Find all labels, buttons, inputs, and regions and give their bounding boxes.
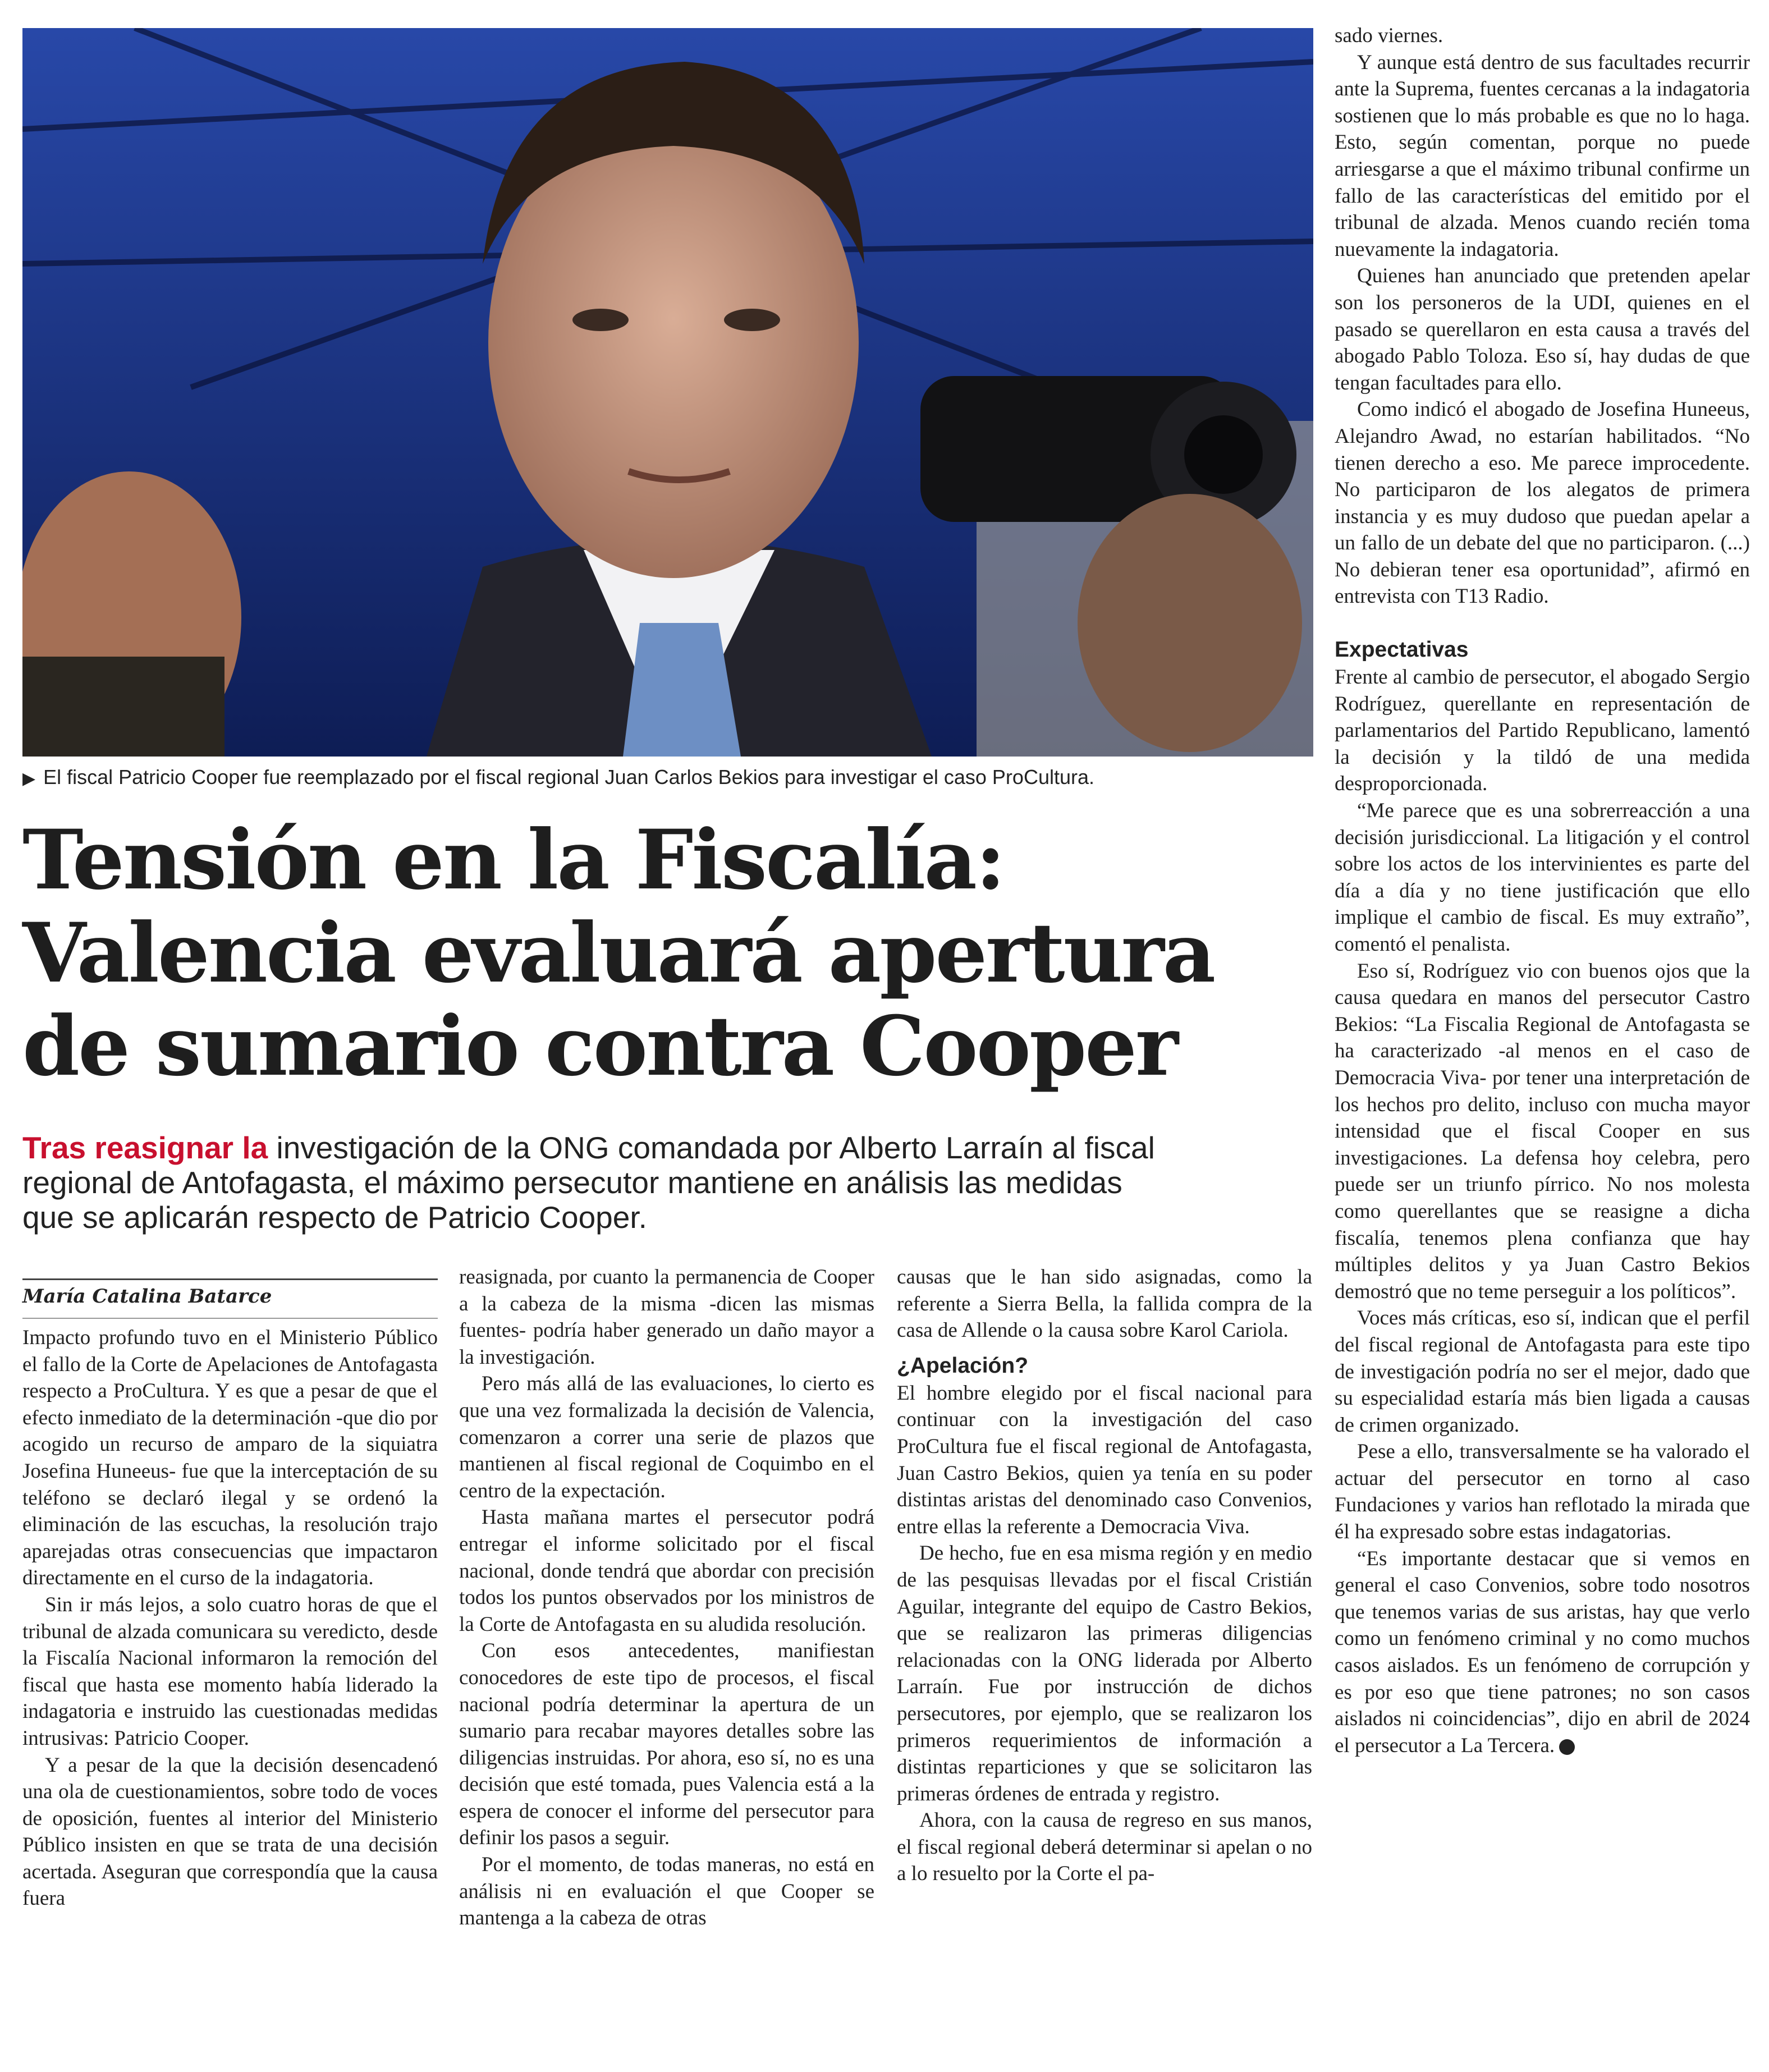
paragraph: sado viernes. bbox=[1335, 24, 1443, 47]
article-column-1 bbox=[22, 1324, 438, 2054]
article-photo bbox=[22, 28, 1313, 757]
photo-caption bbox=[22, 765, 1313, 789]
paragraph-final bbox=[1335, 1546, 1750, 1759]
article-column-3 bbox=[897, 1264, 1312, 2061]
lede-line bbox=[22, 1130, 1325, 1165]
lede bbox=[22, 1130, 1325, 1235]
paragraph: Eso sí, Rodríguez vio con buenos ojos que la causa quedara en manos del persecutor Castro Bekios: “La Fiscalia Regional de Antofagasta se ha caracterizado -al menos en el caso de Democracia Viva- por tener una interpretación de los hechos pro delito, incluso con mucha mayor intensidad que el fiscal Cooper en sus investigaciones. La defensa hoy celebra, pero puede ser un triunfo pírrico. No nos molesta como querellantes que se reasigne a dicha fiscalía, tenemos plena confianza que hay múltiples delitos y ya Juan Castro Bekios demostró que no teme perseguir a los políticos”. bbox=[1335, 959, 1750, 1303]
headline bbox=[22, 814, 1325, 1093]
lede-kicker: Tras reasignar la bbox=[22, 1130, 268, 1165]
paragraph: Y a pesar de la que la decisión desencadenó una ola de cuestionamientos, sobre todo de voces de oposición, fuentes al interior del Ministerio Público insisten en que se trata de una decisión acertada. Aseguran que correspondía que la causa fuera bbox=[22, 1753, 438, 1910]
headline-line: Tensión en la Fiscalía: bbox=[22, 812, 1004, 908]
video-camera bbox=[920, 376, 1296, 528]
article-column-4 bbox=[1335, 22, 1750, 2065]
caption-text: El fiscal Patricio Cooper fue reemplazado por el fiscal regional Juan Carlos Bekios para investigar el caso ProCultura. bbox=[43, 765, 1094, 789]
paragraph: Voces más críticas, eso sí, indican que el perfil del fiscal regional de Antofagasta para este tipo de investigación podría no ser el mejor, dado que su especialidad estaría más bien ligada a causas de crimen organizado. bbox=[1335, 1307, 1750, 1437]
paragraph: Sin ir más lejos, a solo cuatro horas de que el tribunal de alzada comunicara su veredicto, desde la Fiscalía Nacional informaron la remoción del fiscal que hasta ese momento había liderado la indagatoria e instruido las cuestionadas medidas intrusivas: Patricio Cooper. bbox=[22, 1593, 438, 1750]
paragraph: reasignada, por cuanto la permanencia de Cooper a la cabeza de la misma -dicen las mismas fuentes- podría haber generado un daño mayor a la investigación. bbox=[459, 1266, 874, 1369]
paragraph: Por el momento, de todas maneras, no está en análisis ni en evaluación el que Cooper se mantenga a la cabeza de otras bbox=[459, 1853, 874, 1930]
byline-rule bbox=[22, 1318, 438, 1319]
paragraph: Como indicó el abogado de Josefina Huneeus, Alejandro Awad, no estarían habilitados. “No tienen derecho a eso. Me parece improcedente. No participaron de los alegatos de primera instancia y es muy dudoso que puedan apelar a un fallo de un debate del que no participaron. (...) No debieran tener esa oportunidad”, afirmó en entrevista con T13 Radio. bbox=[1335, 398, 1750, 608]
lede-text: investigación de la ONG comandada por Alberto Larraín al fiscal bbox=[268, 1130, 1155, 1165]
subhead-expectativas: Expectativas bbox=[1335, 638, 1469, 662]
paragraph: Y aunque está dentro de sus facultades recurrir ante la Suprema, fuentes cercanas a la indagatoria sostienen que lo más probable es que no lo haga. Esto, según comentan, porque no puede arriesgarse a que el máximo tribunal confirme un fallo de las características del emitido por el tribunal de alzada. Menos cuando recién toma nuevamente la indagatoria. bbox=[1335, 51, 1750, 261]
paragraph: Quienes han anunciado que pretenden apelar son los personeros de la UDI, quienes en el pasado se querellaron en esta causa a través del abogado Pablo Toloza. Eso sí, hay dudas de que tengan facultades para ello. bbox=[1335, 264, 1750, 395]
lede-line: regional de Antofagasta, el máximo persecutor mantiene en análisis las medidas bbox=[22, 1165, 1122, 1200]
end-mark-icon bbox=[1559, 1739, 1575, 1755]
paragraph-text: “Es importante destacar que si vemos en general el caso Convenios, sobre todo nosotros que tenemos varias de sus aristas, hay que verlo como un fenómeno criminal y no como muchos casos aislados. Es un fenómeno de corrupción y es por eso que tiene patrones; no son casos aislados ni coincidencias”, dijo en abril de 2024 el persecutor a La Tercera. bbox=[1335, 1547, 1750, 1757]
paragraph: causas que le han sido asignadas, como la referente a Sierra Bella, la fallida compra de la casa de Allende o la causa sobre Karol Cariola. bbox=[897, 1266, 1312, 1342]
paragraph: Pero más allá de las evaluaciones, lo cierto es que una vez formalizada la decisión de Valencia, comenzaron a correr una serie de plazos que mantienen al fiscal regional de Coquimbo en el centro de la expectación. bbox=[459, 1372, 874, 1502]
paragraph: Ahora, con la causa de regreso en sus manos, el fiscal regional deberá determinar si apelan o no a lo resuelto por la Corte el pa- bbox=[897, 1809, 1312, 1886]
photo-illustration bbox=[22, 28, 1313, 757]
subhead-apelacion: ¿Apelación? bbox=[897, 1353, 1029, 1378]
byline-rule bbox=[22, 1278, 438, 1280]
lede-line: que se aplicarán respecto de Patricio Cooper. bbox=[22, 1200, 647, 1235]
article-column-2 bbox=[459, 1264, 874, 2061]
paragraph: De hecho, fue en esa misma región y en medio de las pesquisas llevadas por el fiscal Cristián Aguilar, integrante del equipo de Castro Bekios, que se realizaron las primeras diligencias relacionadas con la ONG liderada por Alberto Larraín. Fue por instrucción de dichos persecutores, por ejemplo, que se realizaron los primeros requerimientos de información a distintas reparticiones y que se solicitaron las primeras órdenes de entrada y registro. bbox=[897, 1542, 1312, 1805]
headline-line: de sumario contra Cooper bbox=[22, 998, 1177, 1094]
paragraph: Frente al cambio de persecutor, el abogado Sergio Rodríguez, querellante en representación de parlamentarios del Partido Republicano, lamentó la decisión y la tildó de una medida desproporcionada. bbox=[1335, 666, 1750, 796]
paragraph: Hasta mañana martes el persecutor podrá entregar el informe solicitado por el fiscal nacional, donde tendrá que abordar con precisión todos los puntos observados por los ministros de la Corte de Antofagasta en su aludida resolución. bbox=[459, 1506, 874, 1636]
paragraph: Pese a ello, transversalmente se ha valorado el actuar del persecutor en torno al caso Fundaciones y varios han reflotado la mirada que él ha expresado sobre estas indagatorias. bbox=[1335, 1440, 1750, 1544]
triangle-right-icon: ▶ bbox=[22, 769, 36, 788]
byline: María Catalina Batarce bbox=[22, 1285, 272, 1308]
cameraman bbox=[1078, 494, 1302, 752]
paragraph: Impacto profundo tuvo en el Ministerio Público el fallo de la Corte de Apelaciones de Antofagasta respecto a ProCultura. Y es que a pesar de que el efecto inmediato de la determinación -que dio por acogido un recurso de amparo de la siquiatra Josefina Huneeus- fue que la interceptación de su teléfono se declaró ilegal y se ordenó la eliminación de las escuchas, la resolución trajo aparejadas otras consecuencias que impactaron directamente en el curso de la indagatoria. bbox=[22, 1326, 438, 1590]
paragraph: Con esos antecedentes, manifiestan conocedores de este tipo de procesos, el fiscal nacional podría determinar la apertura de un sumario para recabar mayores detalles sobre las diligencias instruidas. Por ahora, eso sí, no es una decisión que esté tomada, pues Valencia está a la espera de conocer el informe del persecutor para definir los pasos a seguir. bbox=[459, 1639, 874, 1850]
paragraph: “Me parece que es una sobrerreacción a una decisión jurisdiccional. La litigación y el control sobre los actos de los intervinientes es parte del día a día y no tiene justificación que ello implique el cambio de fiscal. Es muy extraño”, comentó el penalista. bbox=[1335, 799, 1750, 956]
paragraph: El hombre elegido por el fiscal nacional para continuar con la investigación del caso ProCultura fue el fiscal regional de Antofagasta, Juan Castro Bekios, quien ya tenía en su poder distintas aristas del denominado caso Convenios, entre ellas la referente a Democracia Viva. bbox=[897, 1381, 1312, 1538]
headline-line: Valencia evaluará apertura bbox=[22, 905, 1215, 1001]
